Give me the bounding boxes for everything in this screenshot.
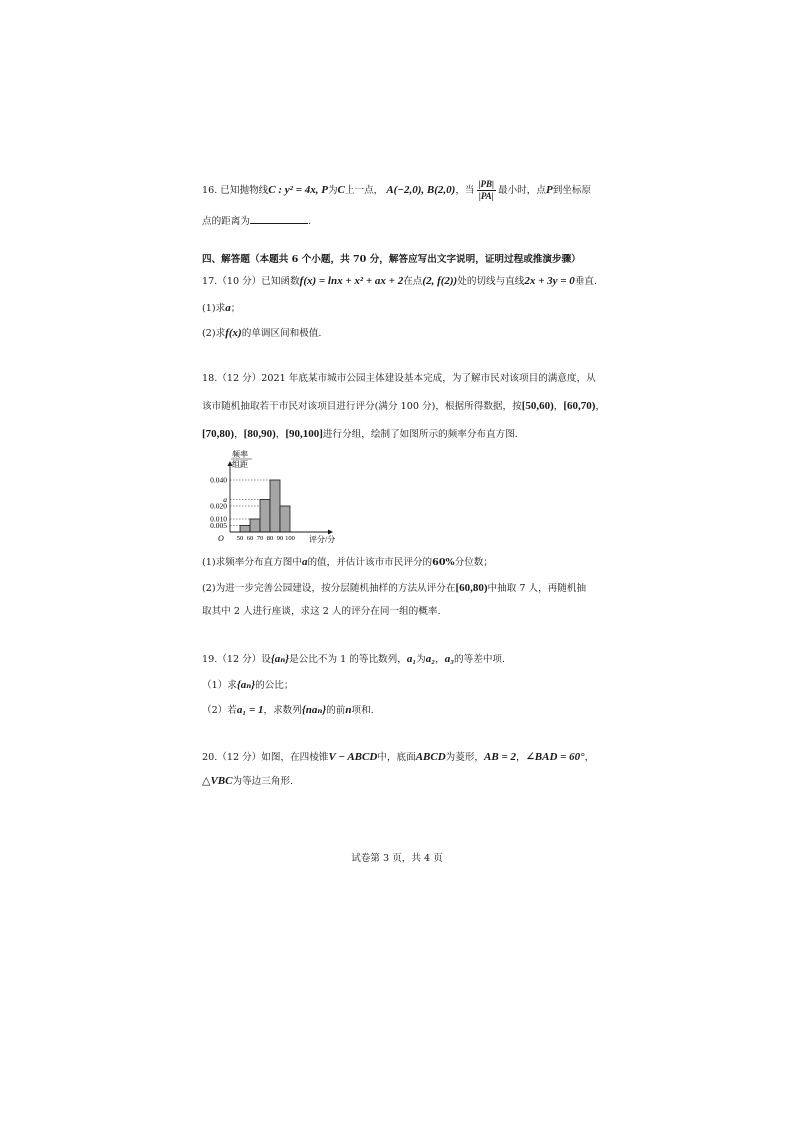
q16-line2-end: . [307, 216, 312, 227]
q20-text: 中，底面 [377, 752, 416, 763]
q17-p2-end: 的单调区间和极值. [241, 328, 322, 339]
q16-tail2: 到坐标原 [552, 185, 592, 196]
q19-a2: a₂ [425, 653, 436, 665]
x-tick-label: 80 [266, 535, 274, 542]
q16-line1 [202, 179, 591, 202]
q18-p1-percent: 60% [432, 557, 455, 568]
q16-line2 [202, 213, 311, 230]
q16-line2-text: 点的距离为 [202, 216, 250, 227]
q19-lead: 19.（12 分）设 [202, 654, 271, 665]
q20-angle: ∠BAD = 60° [525, 751, 585, 763]
q17-part1 [202, 300, 240, 317]
q19-a3: a₃ [444, 653, 455, 665]
q17-p1-end: ； [230, 303, 241, 314]
page-footer: 试卷第 3 页，共 4 页 [351, 853, 443, 864]
q16-text3: ，当 [455, 185, 475, 196]
q18-p2-interval: [60,80) [455, 582, 488, 594]
q20-sep: ， [515, 752, 526, 763]
y-tick-label: 0.020 [210, 501, 227, 511]
q19-text2: 为 [416, 654, 426, 665]
q19-p2-eq: a₁ = 1 [236, 704, 264, 716]
frequency-histogram [196, 448, 346, 548]
q19-p2-text: ，求数列 [263, 705, 302, 716]
q18-p2-text2: 中抽取 7 人，再随机抽 [487, 583, 587, 594]
q17-text: 在点 [403, 276, 423, 287]
q17-point: (2, f(2)) [422, 275, 458, 287]
q18-line2 [202, 398, 605, 415]
q19-a1: a₁ [406, 653, 417, 665]
q17-p2-func: f(x) [225, 327, 242, 339]
q17-line-eq: 2x + 3y = 0 [524, 275, 575, 287]
q19-part1 [202, 677, 293, 694]
q16-text: 为 [327, 185, 338, 196]
q20-line1 [202, 749, 594, 766]
q20-line2 [202, 773, 293, 790]
histogram-bar [250, 519, 260, 532]
q18-interval-4: [80,90) [243, 428, 276, 440]
q18-line1: 18.（12 分）2021 年底某市城市公园主体建设基本完成，为了解市民对该项目的满意度，从 [202, 373, 596, 384]
q16-c: C [337, 184, 345, 196]
y-tick-label: 0.040 [210, 475, 227, 485]
x-tick-label: 70 [256, 535, 264, 542]
q19-p2-n: n [345, 704, 352, 716]
x-tick-label: 100 [285, 535, 295, 542]
q18-sep: ， [275, 429, 286, 440]
q19-p2-end: 项和. [351, 705, 374, 716]
q18-interval-3: [70,80) [202, 428, 235, 440]
q18-p2-text: (2)为进一步完善公园建设，按分层随机抽样的方法从评分在 [202, 583, 456, 594]
y-tick-label: 0.010 [210, 514, 227, 524]
y-tick-label: a [223, 495, 227, 504]
histogram-bar [260, 500, 270, 533]
x-axis-label: 评分/分 [309, 535, 336, 544]
q20-triangle: △VBC [202, 775, 233, 787]
q16-points: A(−2,0), B(2,0) [386, 184, 456, 196]
q19-p1-seq: {aₙ} [236, 679, 256, 691]
q19-part2 [202, 702, 374, 719]
q16-p: P [545, 184, 553, 196]
q19-text: 是公比不为 1 的等比数列， [289, 654, 407, 665]
q18-line3 [202, 426, 518, 443]
q18-interval-2: [60,70) [563, 400, 596, 412]
chart-bars [240, 480, 290, 532]
q18-sep: ， [553, 401, 564, 412]
q20-lead: 20.（12 分）如图，在四棱锥 [202, 752, 329, 763]
y-label-denominator: 组距 [232, 460, 248, 469]
q17-function: f(x) = lnx + x² + ax + 2 [299, 275, 404, 287]
q17-p2: (2)求 [202, 328, 226, 339]
q18-sep: ， [234, 429, 244, 440]
q17-end: 垂直. [574, 276, 598, 287]
q18-line3-end: 进行分组，绘制了如图所示的频率分布直方图. [322, 429, 518, 440]
q17-part2 [202, 325, 322, 342]
q18-p1-var: a [301, 556, 308, 568]
x-axis-arrow [328, 530, 333, 535]
q18-p1-text2: 的值，并估计该市市民评分的 [307, 557, 433, 568]
origin-label: O [218, 534, 224, 543]
q16-frac-den: |PA| [478, 191, 494, 201]
q20-ab: AB = 2 [484, 751, 516, 763]
q19-p1-end: 的公比； [255, 680, 294, 691]
q16-tail: 最小时，点 [497, 185, 546, 196]
q18-line2-text: 该市随机抽取若干市民对该项目进行评分(满分 100 分)，根据所得数据，按 [202, 401, 522, 412]
q18-p1-text: (1)求频率分布直方图中 [202, 557, 302, 568]
y-tick-label: 0.005 [210, 521, 227, 530]
section-heading: 四、解答题（本题共 6 个小题，共 70 分，解答应写出文字说明，证明过程或推演步骤） [202, 254, 581, 265]
q19-p2: （2）若 [202, 705, 237, 716]
q20-pyramid: V − ABCD [328, 751, 378, 763]
q18-p1-end: 分位数； [454, 557, 493, 568]
y-label-numerator: 频率 [232, 450, 248, 459]
q20-base: ABCD [415, 751, 446, 763]
q17-p1-var: a [225, 302, 231, 314]
q16-fraction [477, 179, 496, 202]
q19-seq: {aₙ} [270, 653, 290, 665]
histogram-bar [240, 526, 250, 533]
q20-end: 为等边三角形. [232, 776, 294, 787]
q17-lead: 17.（10 分）已知函数 [202, 276, 300, 287]
q19-line1 [202, 651, 505, 668]
q16-curve: C : y² = 4x, P [268, 184, 328, 196]
q17-line1 [202, 273, 597, 290]
q19-text3: ， [435, 654, 445, 665]
x-tick-label: 90 [276, 535, 284, 542]
q16-frac-num: |PB| [478, 179, 494, 189]
q16-lead: 16. 已知抛物线 [202, 185, 269, 196]
x-tick-label: 60 [246, 535, 254, 542]
q20-sep2: ， [584, 752, 595, 763]
q16-text2: 上一点， [344, 185, 384, 196]
x-tick-label: 50 [236, 535, 244, 542]
q18-part1 [202, 554, 493, 571]
q20-text2: 为菱形， [445, 752, 485, 763]
q18-sep: ， [595, 401, 606, 412]
q17-p1: (1)求 [202, 303, 226, 314]
histogram-bar [270, 480, 280, 532]
q18-part2 [202, 580, 586, 597]
q18-interval-5: [90,100] [285, 428, 323, 440]
q19-p1: （1）求 [202, 680, 237, 691]
q19-end: 的等差中项. [454, 654, 506, 665]
q18-interval-1: [50,60) [521, 400, 554, 412]
q19-p2-text2: 的前 [326, 705, 346, 716]
q19-p2-seq: {naₙ} [301, 704, 327, 716]
q18-part2-line2: 取其中 2 人进行座谈，求这 2 人的评分在同一组的概率. [202, 606, 441, 617]
answer-blank [250, 213, 308, 224]
q17-text2: 处的切线与直线 [457, 276, 525, 287]
histogram-bar [280, 506, 290, 532]
